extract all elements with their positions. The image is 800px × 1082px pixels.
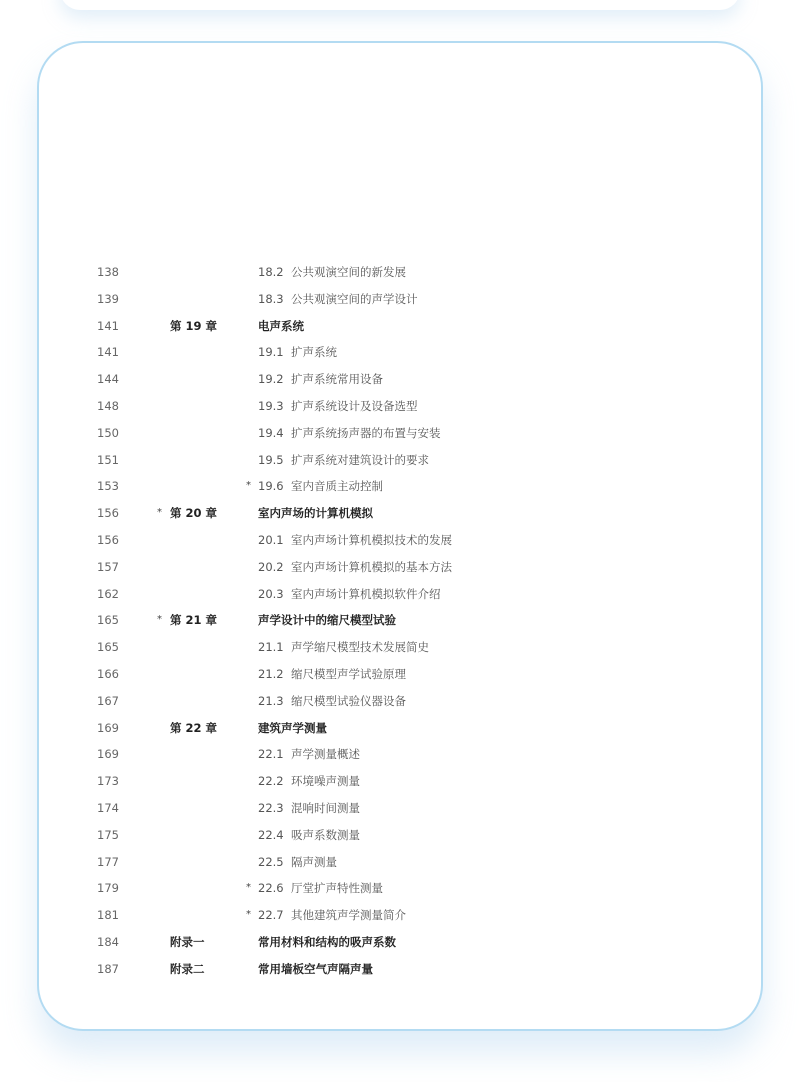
toc-section-number: 21.1 [258,640,284,655]
toc-section-title: 扩声系统扬声器的布置与安装 [291,425,441,440]
toc-page-number: 165 [97,640,119,655]
toc-section-row [0,902,800,929]
toc-section-number: 19.4 [258,425,284,440]
toc-section-title: 声学测量概述 [291,747,360,762]
toc-section-number: 22.5 [258,854,284,869]
toc-section-row [0,768,800,795]
toc-section-number: 22.6 [258,881,284,896]
toc-section-title: 环境噪声测量 [291,774,360,789]
toc-section-title: 扩声系统常用设备 [291,372,383,387]
toc-section-number: 19.2 [258,372,284,387]
toc-section-number: 20.2 [258,559,284,574]
toc-section-title: 室内声场计算机模拟技术的发展 [291,532,452,547]
toc-chapter-label: 第 20 章 [170,506,218,521]
toc-page-number: 153 [97,479,119,494]
toc-page-number: 181 [97,908,119,923]
toc-page-number: 174 [97,800,119,815]
optional-star-mark: * [246,909,251,921]
optional-star-mark: * [157,614,162,626]
toc-chapter-label: 附录二 [170,961,205,976]
toc-section-number: 21.3 [258,693,284,708]
toc-page-number: 139 [97,291,119,306]
toc-chapter-title: 室内声场的计算机模拟 [258,506,373,521]
toc-section-title: 缩尺模型声学试验原理 [291,666,406,681]
toc-page-number: 138 [97,265,119,279]
toc-page-number: 141 [97,345,119,360]
toc-page-number: 177 [97,854,119,869]
toc-page-number: 157 [97,559,119,574]
toc-page-number: 169 [97,720,119,735]
toc-section-title: 室内声场计算机模拟软件介绍 [291,586,441,601]
toc-section-row [0,527,800,554]
toc-section-row [0,286,800,313]
toc-section-row [0,420,800,447]
toc-section-row [0,661,800,688]
toc-chapter-row [0,500,800,527]
toc-page-number: 151 [97,452,119,467]
toc-section-row [0,581,800,608]
toc-section-number: 22.7 [258,908,284,923]
toc-page-number: 141 [97,318,119,333]
toc-chapter-title: 常用材料和结构的吸声系数 [258,934,396,949]
top-glow-decoration [60,0,740,10]
toc-page-number: 162 [97,586,119,601]
toc-section-row [0,875,800,902]
toc-section-number: 19.3 [258,398,284,413]
toc-section-row [0,849,800,876]
toc-section-number: 18.2 [258,265,284,279]
toc-section-title: 室内声场计算机模拟的基本方法 [291,559,452,574]
toc-page-number: 166 [97,666,119,681]
toc-chapter-row [0,715,800,742]
toc-section-title: 缩尺模型试验仪器设备 [291,693,406,708]
toc-section-title: 声学缩尺模型技术发展简史 [291,640,429,655]
toc-section-title: 扩声系统对建筑设计的要求 [291,452,429,467]
toc-section-row [0,447,800,474]
toc-chapter-row [0,929,800,956]
toc-section-number: 22.3 [258,800,284,815]
toc-section-title: 公共观演空间的声学设计 [291,291,418,306]
toc-chapter-title: 声学设计中的缩尺模型试验 [258,613,396,628]
toc-section-row [0,741,800,768]
table-of-contents [0,259,800,983]
toc-section-row [0,259,800,286]
toc-page-number: 179 [97,881,119,896]
toc-chapter-title: 建筑声学测量 [258,720,327,735]
toc-section-row [0,393,800,420]
toc-section-number: 20.3 [258,586,284,601]
toc-section-number: 22.4 [258,827,284,842]
toc-section-row [0,795,800,822]
toc-section-row [0,688,800,715]
toc-section-number: 18.3 [258,291,284,306]
toc-section-row [0,339,800,366]
toc-section-title: 厅堂扩声特性测量 [291,881,383,896]
toc-section-title: 室内音质主动控制 [291,479,383,494]
toc-chapter-row [0,313,800,340]
optional-star-mark: * [157,507,162,519]
toc-section-number: 19.1 [258,345,284,360]
toc-section-title: 扩声系统设计及设备选型 [291,398,418,413]
toc-page-number: 144 [97,372,119,387]
toc-page-number: 156 [97,532,119,547]
toc-section-number: 22.2 [258,774,284,789]
toc-chapter-label: 第 21 章 [170,613,218,628]
toc-chapter-row [0,607,800,634]
toc-chapter-row [0,956,800,983]
toc-chapter-label: 附录一 [170,934,205,949]
toc-page-number: 156 [97,506,119,521]
toc-page-number: 148 [97,398,119,413]
optional-star-mark: * [246,882,251,894]
toc-section-number: 19.5 [258,452,284,467]
toc-section-title: 隔声测量 [291,854,337,869]
toc-section-row [0,634,800,661]
toc-section-title: 其他建筑声学测量简介 [291,908,406,923]
toc-section-title: 吸声系数测量 [291,827,360,842]
toc-section-number: 20.1 [258,532,284,547]
toc-section-row [0,822,800,849]
toc-section-title: 公共观演空间的新发展 [291,265,406,279]
toc-page-number: 169 [97,747,119,762]
toc-page-number: 167 [97,693,119,708]
toc-chapter-label: 第 19 章 [170,318,218,333]
toc-section-row [0,473,800,500]
toc-page-number: 173 [97,774,119,789]
toc-section-title: 混响时间测量 [291,800,360,815]
toc-section-row [0,366,800,393]
toc-chapter-title: 电声系统 [258,318,304,333]
toc-chapter-title: 常用墙板空气声隔声量 [258,961,373,976]
toc-page-number: 150 [97,425,119,440]
toc-section-number: 19.6 [258,479,284,494]
toc-section-number: 21.2 [258,666,284,681]
toc-section-title: 扩声系统 [291,345,337,360]
toc-section-row [0,554,800,581]
toc-section-number: 22.1 [258,747,284,762]
toc-page-number: 184 [97,934,119,949]
toc-page-number: 175 [97,827,119,842]
toc-chapter-label: 第 22 章 [170,720,218,735]
optional-star-mark: * [246,480,251,492]
toc-page-number: 165 [97,613,119,628]
toc-page-number: 187 [97,961,119,976]
